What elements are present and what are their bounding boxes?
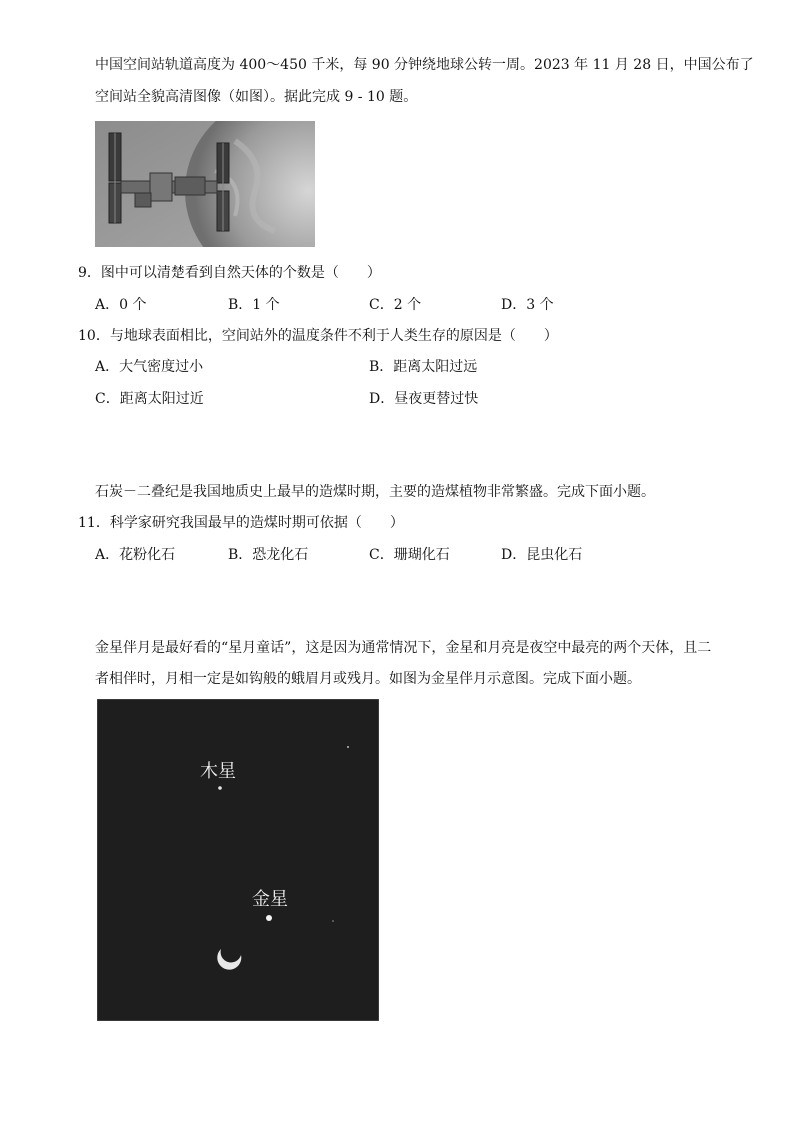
- night-sky-illustration: [97, 699, 379, 1021]
- question-11-option-b[interactable]: B．恐龙化石: [228, 547, 309, 563]
- faint-star-2: [332, 920, 334, 922]
- question-10-option-d[interactable]: D．昼夜更替过快: [369, 391, 479, 407]
- venus-dot: [266, 915, 272, 921]
- question-9-option-d[interactable]: D．3 个: [501, 297, 554, 313]
- passage-3-line-1: 金星伴月是最好看的“星月童话”，这是因为通常情况下，金星和月亮是夜空中最亮的两个天体，且二: [95, 640, 712, 656]
- venus-moon-photo: [97, 699, 379, 1021]
- space-station-photo: [95, 121, 315, 247]
- question-9-option-b[interactable]: B．1 个: [228, 297, 280, 313]
- question-11-option-c[interactable]: C．珊瑚化石: [369, 547, 450, 563]
- jupiter-dot: [218, 786, 222, 790]
- question-11-option-d[interactable]: D．昆虫化石: [501, 547, 583, 563]
- passage-1-line-1: 中国空间站轨道高度为 400～450 千米，每 90 分钟绕地球公转一周。2023 年 11 月 28 日，中国公布了: [95, 57, 754, 73]
- question-11-option-a[interactable]: A．花粉化石: [95, 547, 176, 563]
- question-10-stem: 10．与地球表面相比，空间站外的温度条件不利于人类生存的原因是（ ）: [78, 328, 558, 344]
- passage-1-line-2: 空间站全貌高清图像（如图）。据此完成 9 - 10 题。: [95, 89, 418, 105]
- faint-star-1: [347, 746, 349, 748]
- passage-3-line-2: 者相伴时，月相一定是如钩般的蛾眉月或残月。如图为金星伴月示意图。完成下面小题。: [95, 671, 641, 687]
- question-10-option-b[interactable]: B．距离太阳过远: [369, 359, 478, 375]
- question-11-stem: 11．科学家研究我国最早的造煤时期可依据（ ）: [78, 515, 404, 531]
- space-station-illustration: [95, 121, 315, 247]
- question-10-option-a[interactable]: A．大气密度过小: [95, 359, 204, 375]
- question-9-option-c[interactable]: C．2 个: [369, 297, 422, 313]
- question-9-stem: 9．图中可以清楚看到自然天体的个数是（ ）: [78, 265, 381, 281]
- jupiter-label: 木星: [200, 761, 236, 782]
- question-9-option-a[interactable]: A．0 个: [95, 297, 147, 313]
- venus-label: 金星: [252, 889, 288, 910]
- question-10-option-c[interactable]: C．距离太阳过近: [95, 391, 204, 407]
- passage-2-line-1: 石炭－二叠纪是我国地质史上最早的造煤时期，主要的造煤植物非常繁盛。完成下面小题。: [95, 484, 655, 500]
